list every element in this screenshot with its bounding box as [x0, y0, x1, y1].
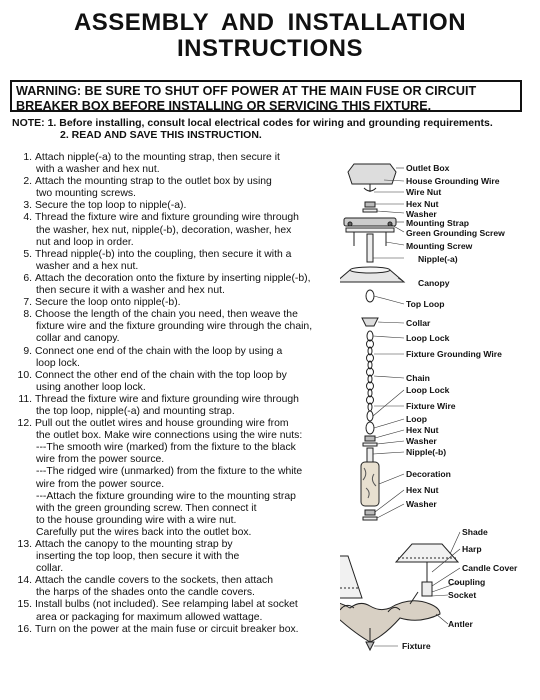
label-loop-lock-2: Loop Lock: [406, 385, 450, 395]
step-line: with the green grounding screw. Then connect it: [36, 502, 257, 514]
label-mounting-screw: Mounting Screw: [406, 241, 473, 251]
label-chain: Chain: [406, 373, 430, 383]
step-number: 15.: [17, 599, 32, 611]
note-2: 2. READ AND SAVE THIS INSTRUCTION.: [60, 129, 262, 141]
step-text: Attach the canopy to the mounting strap by: [35, 539, 233, 550]
step-number: 8.: [23, 309, 32, 321]
step-7: [12, 297, 342, 309]
step-15: [12, 599, 342, 623]
step-number: 3.: [23, 200, 32, 212]
step-text: Install bulbs (not included). See relamping label at socket: [35, 599, 298, 611]
step-number: 16.: [17, 623, 32, 635]
step-number: 12.: [17, 418, 32, 430]
step-12: [12, 418, 342, 539]
step-text: Attach the mounting strap to the outlet box by using: [35, 176, 272, 188]
step-line: wire from the power source.: [36, 454, 165, 466]
step-line: using another loop lock.: [36, 381, 146, 393]
label-outlet-box: Outlet Box: [406, 163, 450, 173]
step-line: to the house grounding wire with a wire nut.: [36, 514, 237, 526]
step-line: area or packaging for maximum allowed wattage.: [36, 611, 263, 623]
step-line: with a washer and hex nut.: [36, 164, 160, 176]
step-6: [12, 273, 342, 297]
step-number: 7.: [23, 297, 32, 309]
step-number: 5.: [23, 248, 32, 260]
note-1: NOTE: 1. Before installing, consult local electrical codes for wiring and grounding requirements.: [12, 117, 493, 129]
step-number: 4.: [23, 212, 32, 224]
step-number: 6.: [23, 272, 32, 284]
step-number: 2.: [23, 176, 32, 188]
step-line: ---Attach the fixture grounding wire to the mounting strap: [36, 490, 296, 502]
step-line: then secure it with a washer and hex nut.: [36, 285, 225, 297]
step-13: [12, 539, 342, 575]
step-text: Thread the fixture wire and fixture grounding wire through: [35, 393, 299, 405]
step-11: [12, 394, 342, 418]
warning-box: WARNING: BE SURE TO SHUT OFF POWER AT THE MAIN FUSE OR CIRCUIT BREAKER BOX BEFORE INSTALLING OR SERVICING THIS FIXTURE.: [10, 80, 522, 112]
step-line: [12, 200, 342, 212]
title-line-2: INSTRUCTIONS: [177, 35, 363, 62]
step-line: [12, 418, 342, 430]
step-line: [12, 394, 342, 406]
step-line: wire from the power source.: [36, 478, 165, 490]
label-socket: Socket: [448, 590, 477, 600]
step-line: the outlet box. Make wire connections using the wire nuts:: [36, 430, 303, 442]
step-number: 14.: [17, 575, 32, 587]
label-antler: Antler: [448, 619, 473, 629]
step-10: [12, 370, 342, 394]
step-9: [12, 346, 342, 370]
step-16: [12, 624, 342, 636]
step-line: ---The ridged wire (unmarked) from the fixture to the white: [36, 466, 303, 478]
step-line: collar.: [36, 563, 64, 575]
step-number: 9.: [23, 345, 32, 357]
label-loop-lock-1: Loop Lock: [406, 333, 450, 343]
step-text: Secure the loop onto nipple(-b).: [35, 297, 181, 309]
step-line: [12, 370, 342, 382]
label-washer-2: Washer: [406, 436, 437, 446]
label-coupling: Coupling: [448, 577, 486, 587]
step-line: [12, 212, 342, 224]
label-wire-nut: Wire Nut: [406, 187, 442, 197]
label-harp: Harp: [462, 544, 482, 554]
step-line: [12, 297, 342, 309]
step-5: [12, 249, 342, 273]
step-line: loop lock.: [36, 357, 80, 369]
label-decoration: Decoration: [406, 469, 451, 479]
fixture-diagram: [340, 158, 540, 658]
step-text: Choose the length of the chain you need, then weave the: [35, 309, 298, 321]
step-text: Attach the decoration onto the fixture by inserting nipple(-b),: [35, 272, 311, 284]
step-line: two mounting screws.: [36, 188, 136, 200]
step-line: Carefully put the wires back into the outlet box.: [36, 526, 252, 538]
step-text: Connect one end of the chain with the loop by using a: [35, 345, 283, 357]
label-hex-nut-1: Hex Nut: [406, 199, 439, 209]
step-number: 1.: [23, 152, 32, 163]
step-line: [12, 599, 342, 611]
label-shade: Shade: [462, 527, 488, 537]
step-14: [12, 575, 342, 599]
step-text: Attach the candle covers to the sockets, then attach: [35, 575, 273, 587]
step-line: fixture wire and the fixture grounding wire through the chain,: [36, 321, 313, 333]
step-text: Thread the fixture wire and fixture grounding wire through: [35, 212, 299, 224]
step-line: the top loop, nipple(-a) and mounting strap.: [36, 405, 235, 417]
step-line: [12, 539, 342, 551]
notes: [12, 117, 493, 141]
label-fixture-wire: Fixture Wire: [406, 401, 456, 411]
label-loop: Loop: [406, 414, 427, 424]
label-green-grounding-screw: Green Grounding Screw: [406, 228, 505, 238]
label-house-grounding-wire: House Grounding Wire: [406, 176, 500, 186]
step-line: [12, 624, 342, 636]
step-line: [12, 152, 342, 164]
step-1: [12, 152, 342, 176]
label-hex-nut-2: Hex Nut: [406, 425, 439, 435]
step-text: Pull out the outlet wires and house grounding wire from: [35, 418, 289, 430]
label-nipple-a: Nipple(-a): [418, 254, 458, 264]
label-hex-nut-3: Hex Nut: [406, 485, 439, 495]
label-fixture-grounding-wire: Fixture Grounding Wire: [406, 349, 502, 359]
label-candle-cover: Candle Cover: [462, 563, 518, 573]
instruction-steps: [12, 152, 342, 636]
step-text: Thread nipple(-b) into the coupling, then secure it with a: [35, 248, 292, 260]
label-nipple-b: Nipple(-b): [406, 447, 447, 457]
label-mounting-strap: Mounting Strap: [406, 218, 470, 228]
step-line: [12, 575, 342, 587]
step-3: [12, 200, 342, 212]
label-top-loop: Top Loop: [406, 299, 445, 309]
title-line-1: ASSEMBLY AND INSTALLATION: [73, 9, 467, 36]
step-line: [12, 176, 342, 188]
step-line: the washer, hex nut, nipple(-b), decoration, washer, hex: [36, 224, 292, 236]
step-number: 10.: [17, 369, 32, 381]
step-text: Attach nipple(-a) to the mounting strap, then secure it: [35, 152, 280, 163]
label-canopy: Canopy: [418, 278, 450, 288]
step-line: washer and a hex nut.: [36, 260, 139, 272]
step-text: Secure the top loop to nipple(-a).: [35, 200, 187, 212]
step-line: [12, 249, 342, 261]
step-line: ---The smooth wire (marked) from the fixture to the black: [36, 442, 296, 454]
step-line: collar and canopy.: [36, 333, 120, 345]
step-number: 13.: [17, 539, 32, 550]
step-line: the harps of the shades onto the candle covers.: [36, 587, 255, 599]
step-number: 11.: [18, 393, 32, 405]
step-4: [12, 212, 342, 248]
label-collar: Collar: [406, 318, 431, 328]
step-line: nut and loop in order.: [36, 236, 134, 248]
step-8: [12, 309, 342, 345]
step-line: [12, 309, 342, 321]
label-washer-3: Washer: [406, 499, 437, 509]
label-fixture: Fixture: [402, 641, 431, 651]
step-line: [12, 273, 342, 285]
step-line: inserting the top loop, then secure it with the: [36, 551, 240, 563]
label-washer-1: Washer: [406, 209, 437, 219]
step-line: [12, 346, 342, 358]
step-text: Connect the other end of the chain with the top loop by: [35, 369, 287, 381]
step-2: [12, 176, 342, 200]
step-text: Turn on the power at the main fuse or circuit breaker box.: [35, 623, 299, 635]
